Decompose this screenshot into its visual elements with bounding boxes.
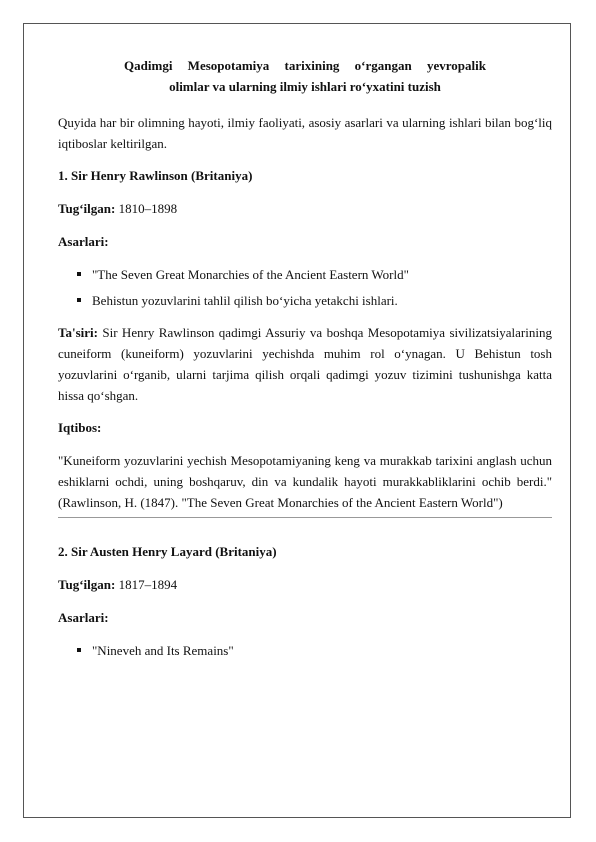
born-value: 1817–1894 [115, 577, 178, 592]
scholar-heading: 2. Sir Austen Henry Layard (Britaniya) [58, 544, 277, 559]
works-label: Asarlari: [58, 234, 109, 249]
bullet-icon [77, 272, 81, 276]
works-list [58, 640, 552, 661]
influence-paragraph [58, 322, 552, 406]
influence-text: Sir Henry Rawlinson qadimgi Assuriy va boshqa Mesopotamiya sivilizatsiyalarining cuneiform (kuneiform) yozuvlarini yechishda muhim rol o‘ynagan. U Behistun tosh yozuvlarini o‘rganib, ularni tarjima qilish orqali qadimgi yozuv tizimini tushunishga katta hissa qo‘shgan. [58, 325, 552, 403]
bullet-icon [77, 648, 81, 652]
quote-text: "Kuneiform yozuvlarini yechish Mesopotamiyaning keng va murakkab tarixini anglash uchun eshiklarni ochdi, uning boshqaruv, din va kundalik hayoti murakkabliklarini ochib berdi." [58, 453, 552, 489]
quote-source: (Rawlinson, H. (1847). "The Seven Great Monarchies of the Ancient Eastern World") [58, 495, 503, 510]
works-list [58, 264, 552, 311]
work-title: "The Seven Great Monarchies of the Ancient Eastern World" [92, 267, 409, 282]
work-title: "Nineveh and Its Remains" [92, 643, 234, 658]
bullet-icon [77, 298, 81, 302]
born-line [58, 198, 552, 219]
born-value: 1810–1898 [115, 201, 178, 216]
document-body [58, 55, 552, 672]
born-label: Tug‘ilgan: [58, 577, 116, 592]
influence-label: Ta'siri: [58, 325, 98, 340]
work-title: Behistun yozuvlarini tahlil qilish bo‘yicha yetakchi ishlari. [92, 293, 398, 308]
list-item [58, 290, 552, 311]
list-item [58, 264, 552, 285]
title-line-1: Qadimgi Mesopotamiya tarixining o‘rgangan yevropalik [124, 58, 486, 73]
intro-paragraph: Quyida har bir olimning hayoti, ilmiy faoliyati, asosiy asarlari va ularning ishlari bilan bog‘liq iqtiboslar keltirilgan. [58, 115, 552, 151]
list-item [58, 640, 552, 661]
title-line-2: olimlar va ularning ilmiy ishlari ro‘yxatini tuzish [169, 79, 441, 94]
document-title [58, 55, 552, 97]
scholar-heading: 1. Sir Henry Rawlinson (Britaniya) [58, 168, 253, 183]
quote-label: Iqtibos: [58, 420, 102, 435]
born-label: Tug‘ilgan: [58, 201, 116, 216]
born-line [58, 574, 552, 595]
section-divider [58, 517, 552, 518]
works-label: Asarlari: [58, 610, 109, 625]
